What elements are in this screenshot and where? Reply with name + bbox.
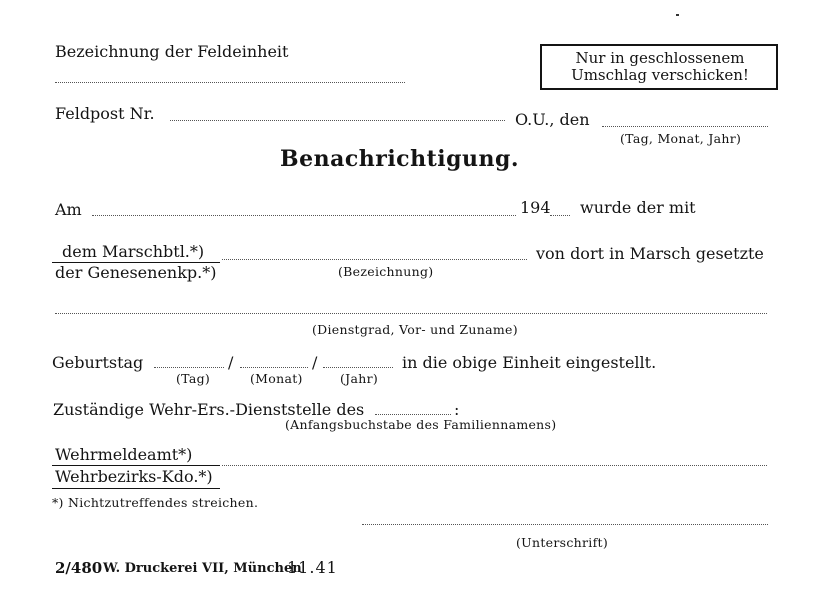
office-underline <box>52 488 220 489</box>
am-date-dotted-line[interactable] <box>92 215 516 216</box>
signature-hint: (Unterschrift) <box>516 535 609 550</box>
designation-hint: (Bezeichnung) <box>338 264 434 279</box>
name-hint: (Dienstgrad, Vor- und Zuname) <box>312 322 518 337</box>
office-dotted-line[interactable] <box>222 465 767 466</box>
printer-imprint: W. Druckerei VII, München <box>103 561 302 576</box>
birthday-slash2: / <box>312 353 318 372</box>
genesenen-option: der Genesenenkp.*) <box>55 263 217 282</box>
month-hint: (Monat) <box>250 371 303 386</box>
unit-dotted-line[interactable] <box>55 82 405 83</box>
office-colon: : <box>454 400 460 419</box>
feldpost-dotted-line[interactable] <box>170 120 505 121</box>
ou-date-dotted-line[interactable] <box>602 126 768 127</box>
footnote: *) Nichtzutreffendes streichen. <box>52 495 259 510</box>
day-hint: (Tag) <box>176 371 211 386</box>
year-hint: (Jahr) <box>340 371 379 386</box>
year-suffix-dotted-line[interactable] <box>550 215 570 216</box>
name-dotted-line[interactable] <box>55 313 767 314</box>
birthday-day-dotted-line[interactable] <box>154 367 224 368</box>
form-number: 2/480 <box>55 559 103 577</box>
am-label: Am <box>55 200 82 219</box>
initial-hint: (Anfangsbuchstabe des Familiennamens) <box>285 417 557 432</box>
wehrmeldeamt-option: Wehrmeldeamt*) <box>55 445 193 464</box>
marsch-option: dem Marschbtl.*) <box>62 242 205 261</box>
notice-line2: Umschlag verschicken! <box>571 66 749 84</box>
form-title: Benachrichtigung. <box>280 146 520 172</box>
designation-dotted-line[interactable] <box>222 259 527 260</box>
print-date: 11.41 <box>287 558 338 577</box>
birthday-label: Geburtstag <box>52 353 144 372</box>
unit-label: Bezeichnung der Feldeinheit <box>55 42 289 61</box>
birthday-slash1: / <box>228 353 234 372</box>
office-label: Zuständige Wehr-Ers.-Dienststelle des <box>53 400 365 419</box>
birthday-text: in die obige Einheit eingestellt. <box>402 353 657 372</box>
year-prefix: 194 <box>520 198 551 217</box>
signature-dotted-line[interactable] <box>362 524 768 525</box>
wurde-text: wurde der mit <box>580 198 696 217</box>
feldpost-label: Feldpost Nr. <box>55 104 155 123</box>
initial-dotted-line[interactable] <box>375 414 451 415</box>
birthday-year-dotted-line[interactable] <box>323 367 393 368</box>
marsch-text: von dort in Marsch gesetzte <box>536 244 764 263</box>
scan-mark <box>676 14 679 16</box>
birthday-month-dotted-line[interactable] <box>240 367 308 368</box>
office-strike-line <box>52 465 220 466</box>
date-hint: (Tag, Monat, Jahr) <box>620 131 742 146</box>
ou-label: O.U., den <box>515 110 590 129</box>
wehrbezirk-option: Wehrbezirks-Kdo.*) <box>55 467 213 486</box>
notice-line1: Nur in geschlossenem <box>575 49 745 67</box>
